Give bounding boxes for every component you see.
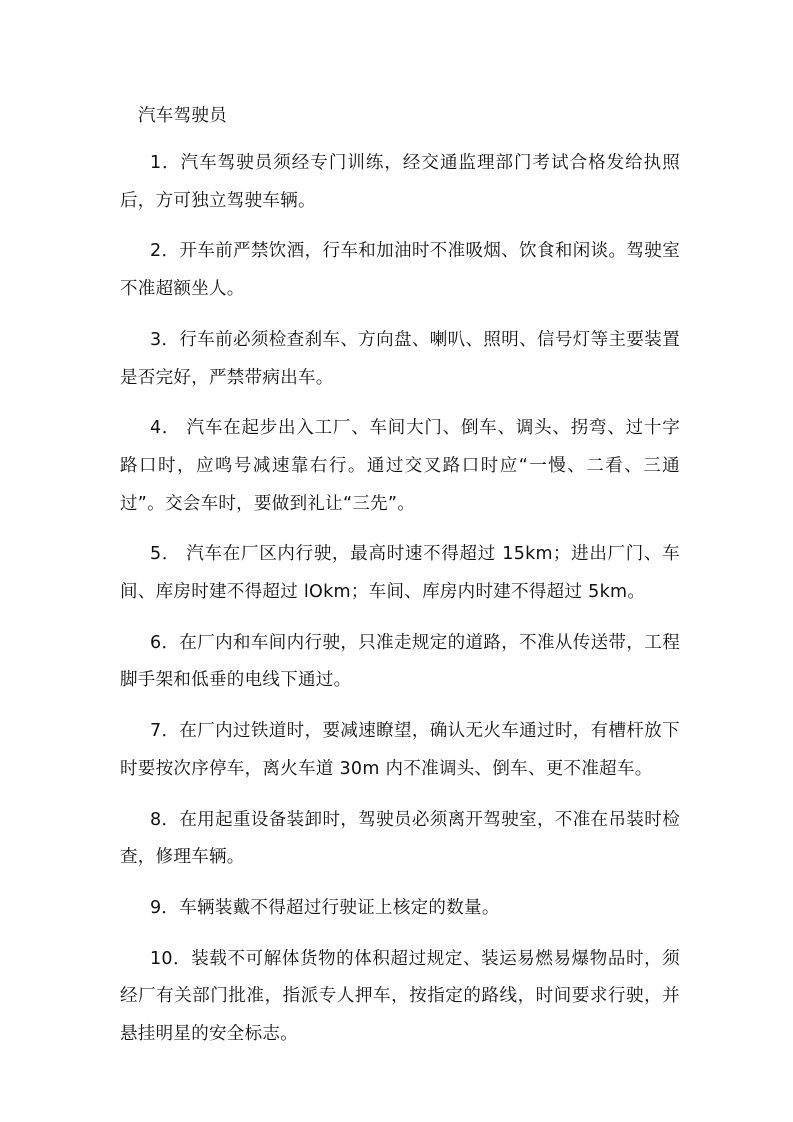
rule-paragraph-2: 2．开车前严禁饮酒，行车和加油时不准吸烟、饮食和闲谈。驾驶室不准超额坐人。	[120, 241, 680, 300]
rule-paragraph-4: 4． 汽车在起步出入工厂、车间大门、倒车、调头、拐弯、过十字路口时，应鸣号减速靠右行。通过交叉路口时应“一慢、二看、三通过”。交会车时，要做到礼让“三先”。	[120, 418, 680, 514]
document-title: 汽车驾驶员	[138, 106, 227, 126]
document-body	[120, 100, 680, 1054]
rule-paragraph-3: 3．行车前必须检查刹车、方向盘、喇叭、照明、信号灯等主要装置是否完好，严禁带病出车。	[120, 329, 680, 388]
rule-paragraph-5: 5． 汽车在厂区内行驶，最高时速不得超过 15km；进出厂门、车间、库房时建不得超过 lOkm；车间、库房内时建不得超过 5km。	[120, 544, 680, 603]
rule-paragraph-7: 7．在厂内过铁道时，要减速瞭望，确认无火车通过时，有槽杆放下时要按次序停车，离火车道 30m 内不准调头、倒车、更不准超车。	[120, 721, 680, 779]
rule-paragraph-10: 10．装载不可解体货物的体积超过规定、装运易燃易爆物品时，须经厂有关部门批准，指派专人押车，按指定的路线，时间要求行驶，并悬挂明星的安全标志。	[120, 948, 680, 1045]
rule-paragraph-9: 9．车辆装戴不得超过行驶证上核定的数量。	[150, 897, 500, 918]
rule-paragraph-6: 6．在厂内和车间内行驶，只准走规定的道路，不准从传送带，工程脚手架和低垂的电线下通过。	[120, 632, 680, 691]
rule-paragraph-1: 1．汽车驾驶员须经专门训练，经交通监理部门考试合格发给执照后，方可独立驾驶车辆。	[120, 153, 680, 211]
rule-paragraph-8: 8．在用起重设备装卸时，驾驶员必须离开驾驶室，不准在吊装时检查，修理车辆。	[120, 809, 680, 868]
